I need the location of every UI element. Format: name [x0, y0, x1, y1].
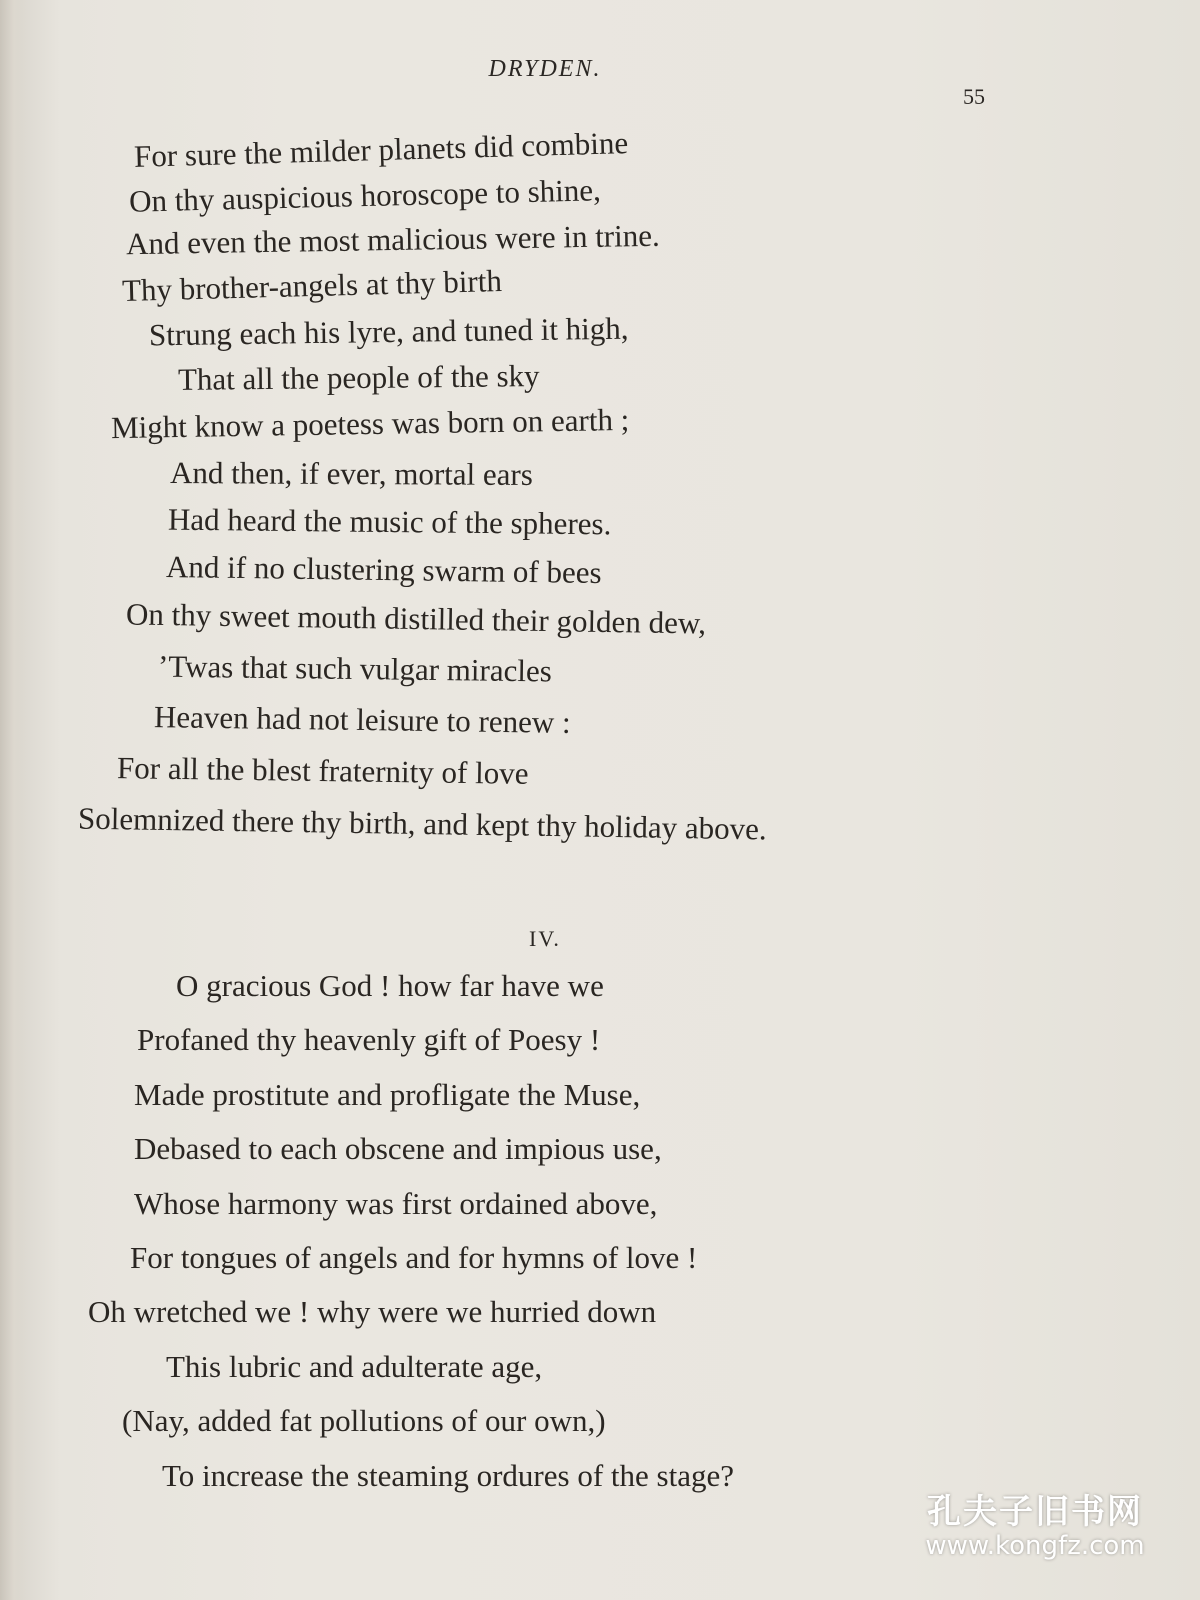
verse-line: Whose harmony was first ordained above, — [134, 1186, 658, 1221]
verse-line: And then, if ever, mortal ears — [169, 455, 533, 492]
section-numeral: IV. — [529, 926, 561, 951]
watermark-line-1: 孔夫子旧书网 — [927, 1492, 1143, 1532]
running-head: DRYDEN. — [488, 56, 602, 82]
verse-line: Solemnized there thy birth, and kept thy holiday above. — [77, 800, 767, 847]
page-edge-shadow — [0, 0, 28, 1600]
verse-line: For all the blest fraternity of love — [116, 750, 529, 791]
page-number: 55 — [963, 84, 985, 109]
watermark-line-2: www.kongfz.com — [925, 1531, 1145, 1561]
verse-line: And even the most malicious were in trine. — [125, 217, 660, 262]
verse-line: Oh wretched we ! why were we hurried down — [88, 1294, 657, 1329]
verse-line: Thy brother-angels at thy birth — [121, 263, 503, 308]
verse-line: For tongues of angels and for hymns of love ! — [130, 1240, 698, 1275]
verse-line: Made prostitute and profligate the Muse, — [134, 1077, 641, 1112]
verse-line: Heaven had not leisure to renew : — [153, 699, 571, 740]
watermark — [900, 1484, 1170, 1561]
verse-line: Might know a poetess was born on earth ; — [110, 401, 630, 446]
verse-line: And if no clustering swarm of bees — [165, 548, 602, 591]
verse-line: O gracious God ! how far have we — [176, 968, 604, 1003]
verse-line: On thy auspicious horoscope to shine, — [128, 172, 602, 219]
verse-line: (Nay, added fat pollutions of our own,) — [122, 1403, 606, 1438]
verse-line: Debased to each obscene and impious use, — [134, 1131, 662, 1166]
verse-line: Strung each his lyre, and tuned it high, — [148, 310, 629, 353]
verse-line: To increase the steaming ordures of the stage? — [162, 1458, 734, 1493]
verse-line: Profaned thy heavenly gift of Poesy ! — [137, 1022, 601, 1057]
verse-line: On thy sweet mouth distilled their golden dew, — [125, 596, 707, 641]
verse-line: Had heard the music of the spheres. — [167, 501, 612, 542]
verse-line: ’Twas that such vulgar miracles — [157, 648, 553, 689]
verse-line: That all the people of the sky — [177, 358, 540, 397]
verse-line: This lubric and adulterate age, — [166, 1349, 543, 1384]
verse-line: For sure the milder planets did combine — [133, 125, 629, 174]
